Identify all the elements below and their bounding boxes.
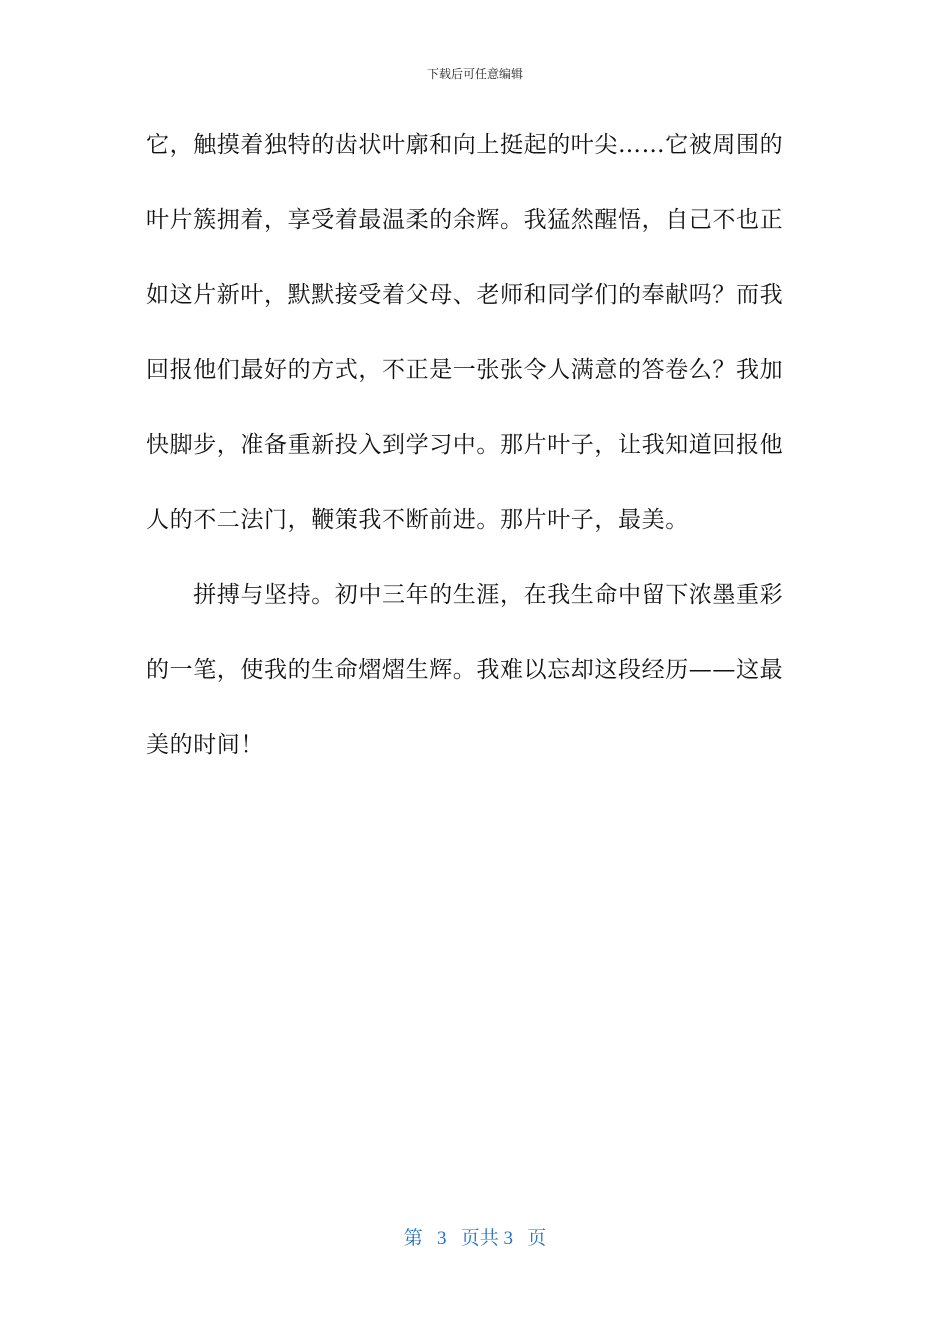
document-body — [146, 124, 792, 799]
footer-page-prefix: 第 — [403, 1228, 423, 1249]
text-line: 快脚步，准备重新投入到学习中。那片叶子，让我知道回报他 — [146, 432, 784, 458]
text-line: 叶片簇拥着，享受着最温柔的余辉。我猛然醒悟，自己不也正 — [146, 207, 784, 233]
text-line: 回报他们最好的方式，不正是一张张令人满意的答卷么？我加 — [146, 357, 784, 383]
footer-total-pages: 3 — [503, 1228, 513, 1249]
footer-current-page: 3 — [436, 1228, 447, 1249]
text-line: 它，触摸着独特的齿状叶廓和向上挺起的叶尖……它被周围的 — [146, 132, 784, 158]
footer-page-suffix: 页 — [527, 1228, 547, 1249]
text-line: 美的时间！ — [146, 732, 264, 758]
page-footer — [0, 1226, 950, 1252]
text-line: 的一笔，使我的生命熠熠生辉。我难以忘却这段经历——这最 — [146, 657, 784, 683]
text-line: 拼搏与坚持。初中三年的生涯，在我生命中留下浓墨重彩 — [146, 582, 784, 608]
page-header — [0, 66, 950, 82]
text-line: 如这片新叶，默默接受着父母、老师和同学们的奉献吗？而我 — [146, 282, 784, 308]
header-text: 下载后可任意编辑 — [426, 67, 523, 81]
text-line: 人的不二法门，鞭策我不断前进。那片叶子，最美。 — [146, 507, 689, 533]
footer-page-middle: 页共 — [460, 1228, 499, 1249]
